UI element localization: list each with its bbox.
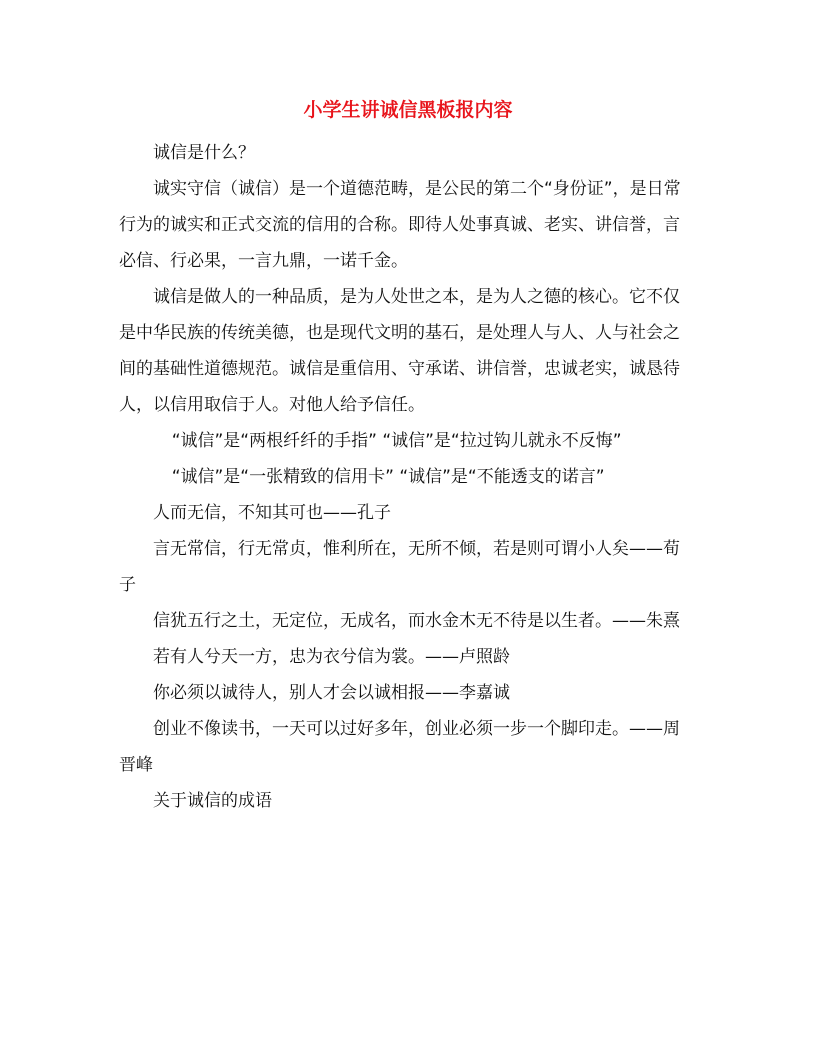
section-heading-idioms: 关于诚信的成语 bbox=[153, 791, 272, 811]
paragraph-quality: 诚信是做人的一种品质，是为人处世之本，是为人之德的核心。它不仅是中华民族的传统美德，也是现代文明的基石，是处理人与人、人与社会之间的基础性道德规范。诚信是重信用、守承诺、讲信誉，忠诚老实，诚恳待人，以信用取信于人。对他人给予信任。 bbox=[119, 287, 680, 415]
quote-lu-zhaoling: 若有人兮天一方，忠为衣兮信为裳。——卢照龄 bbox=[153, 647, 510, 667]
paragraph-definition: 诚实守信（诚信）是一个道德范畴，是公民的第二个“身份证”，是日常行为的诚实和正式交流的信用的合称。即待人处事真诚、老实、讲信誉，言必信、行必果，一言九鼎，一诺千金。 bbox=[119, 179, 681, 271]
document-title: 小学生讲诚信黑板报内容 bbox=[303, 99, 513, 121]
quote-zhou-jinfeng: 创业不像读书，一天可以过好多年，创业必须一步一个脚印走。——周晋峰 bbox=[119, 719, 680, 775]
paragraph-metaphor-2: “诚信”是“一张精致的信用卡” “诚信”是“不能透支的诺言” bbox=[171, 467, 605, 487]
paragraph-metaphor-1: “诚信”是“两根纤纤的手指” “诚信”是“拉过钩儿就永不反悔” bbox=[171, 431, 622, 451]
quote-zhuxi: 信犹五行之土，无定位，无成名，而水金木无不待是以生者。——朱熹 bbox=[153, 611, 680, 631]
quote-li-ka-shing: 你必须以诚待人，别人才会以诚相报——李嘉诚 bbox=[153, 683, 510, 703]
quote-xunzi: 言无常信，行无常贞，惟利所在，无所不倾，若是则可谓小人矣——荀子 bbox=[119, 539, 680, 595]
quote-confucius: 人而无信，不知其可也——孔子 bbox=[153, 503, 391, 523]
paragraph-question: 诚信是什么？ bbox=[153, 143, 255, 163]
document-body bbox=[119, 135, 693, 819]
